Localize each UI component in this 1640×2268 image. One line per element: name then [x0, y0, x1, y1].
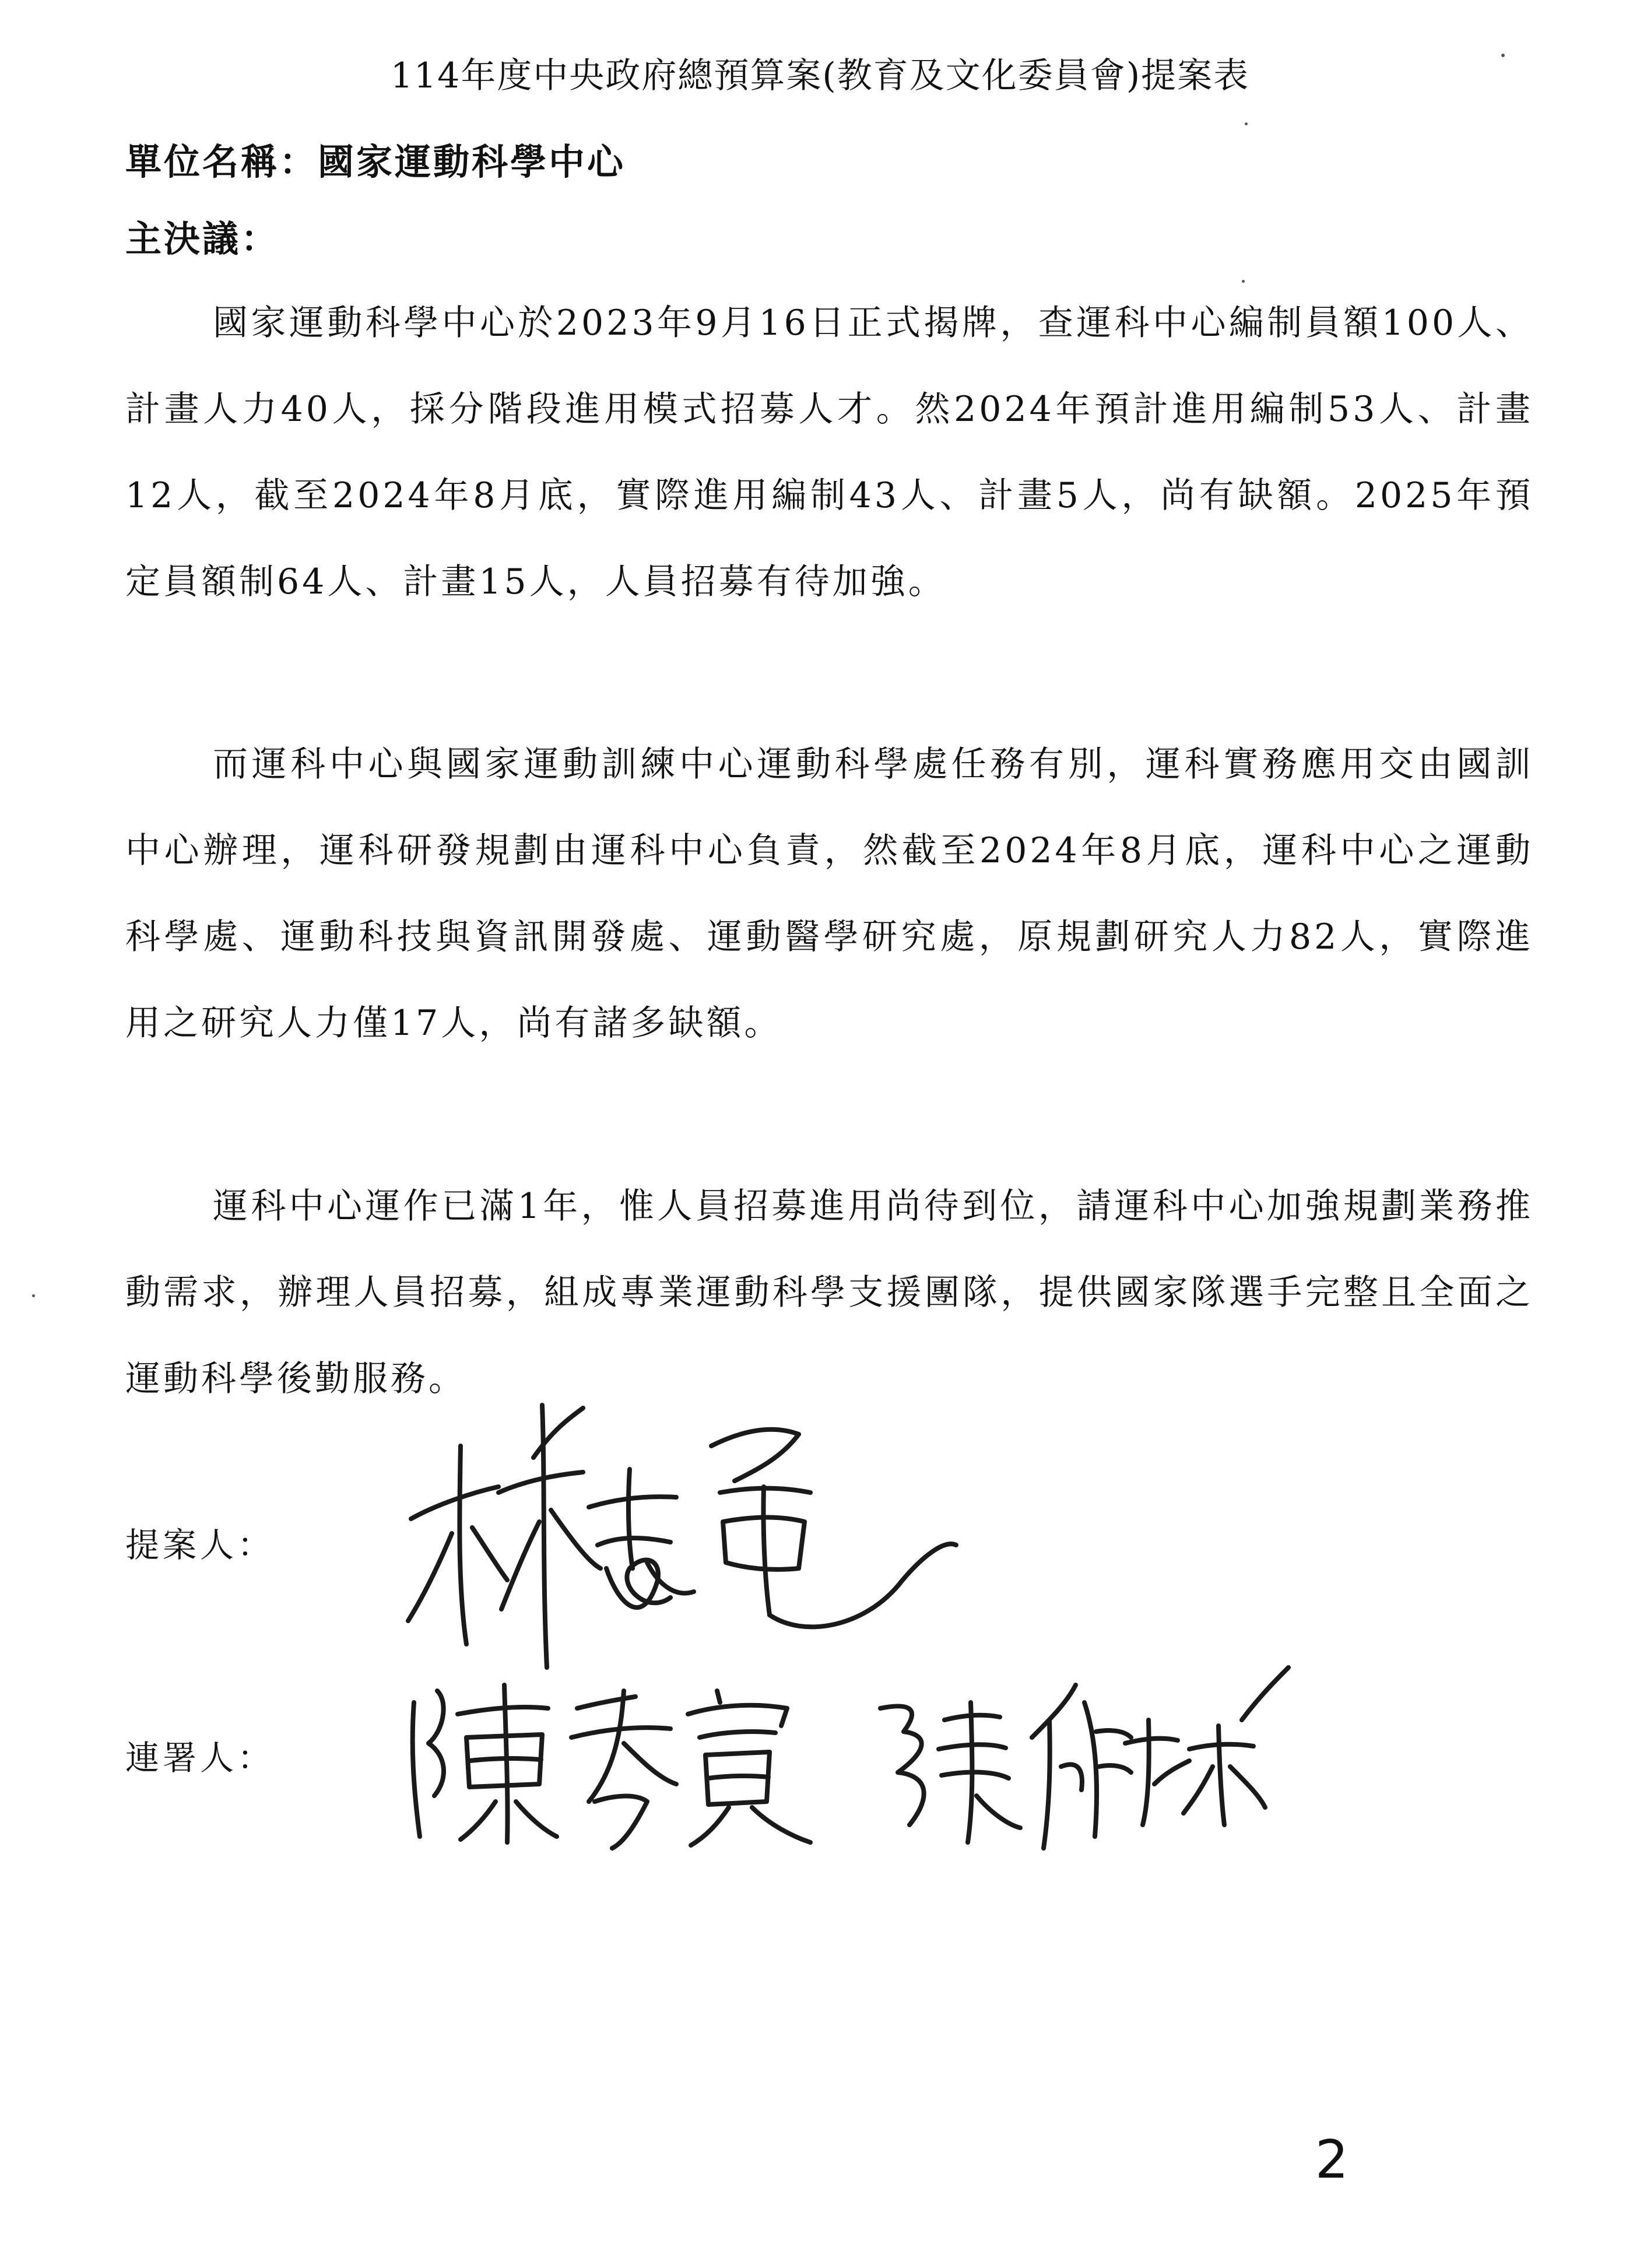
paragraph-staffing: 國家運動科學中心於2023年9月16日正式揭牌，查運科中心編制員額100人、計畫人力40人，採分階段進用模式招募人才。然2024年預計進用編制53人、計畫12人，截至2024年8月底，實際進用編制43人、計畫5人，尚有缺額。2025年預定員額制64人、計畫15人，人員招募有待加強。 [125, 303, 1533, 602]
cosigner-signature-2 [875, 1650, 1294, 1866]
resolution-label: 主決議： [125, 217, 280, 260]
unit-name-line: 單位名稱：國家運動科學中心 [125, 141, 626, 183]
scan-speck [1501, 54, 1505, 57]
scan-speck [1245, 122, 1248, 125]
paragraph-request: 運科中心運作已滿1年，惟人員招募進用尚待到位，請運科中心加強規劃業務推動需求，辦理人員招募，組成專業運動科學支援團隊，提供國家隊選手完整且全面之運動科學後勤服務。 [125, 1186, 1533, 1399]
proposer-label: 提案人： [125, 1525, 275, 1565]
page-number: 2 [1315, 2129, 1348, 2190]
cosigner-label: 連署人： [125, 1738, 275, 1778]
cosigner-signature-1 [402, 1667, 857, 1854]
document-title: 114年度中央政府總預算案(教育及文化委員會)提案表 [390, 55, 1250, 96]
scan-speck [1242, 280, 1245, 283]
paragraph-research-staff: 而運科中心與國家運動訓練中心運動科學處任務有別，運科實務應用交由國訓中心辦理，運科研發規劃由運科中心負責，然截至2024年8月底，運科中心之運動科學處、運動科技與資訊開發處、運動醫學研究處，原規劃研究人力82人，實際進用之研究人力僅17人，尚有諸多缺額。 [125, 744, 1533, 1044]
scan-speck [32, 1294, 35, 1297]
